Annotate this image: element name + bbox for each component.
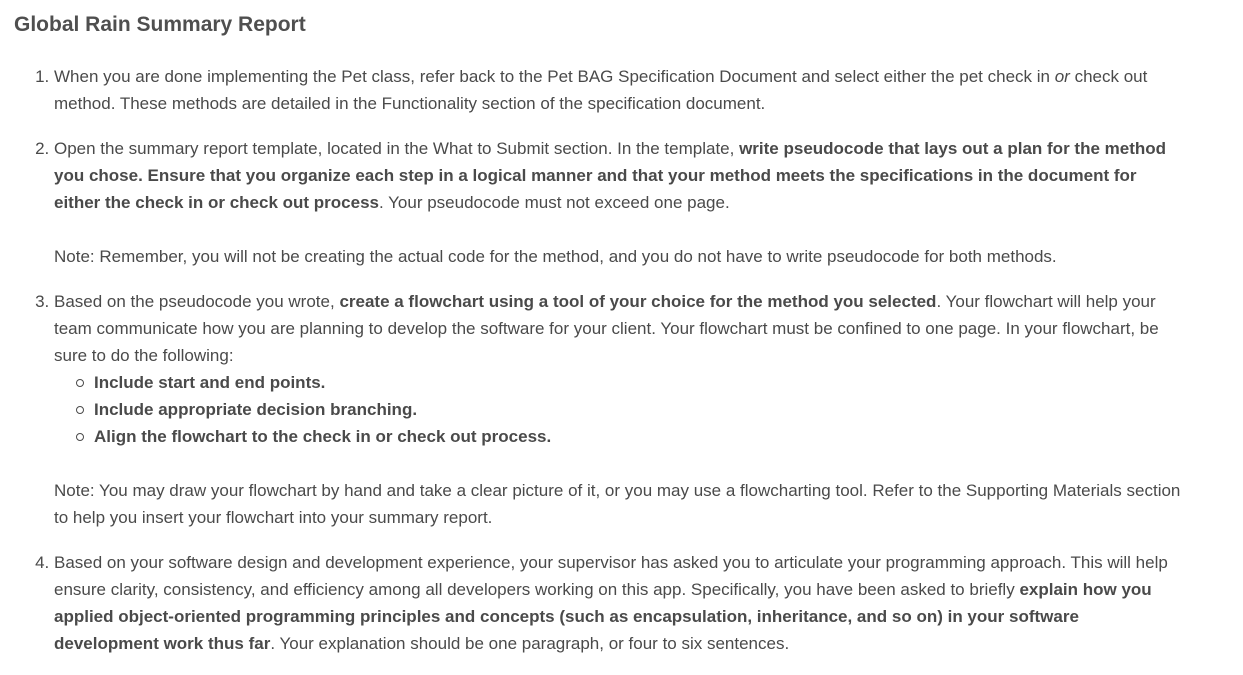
step-3-note: Note: You may draw your flowchart by hand and take a clear picture of it, or you may use a flowcharting tool. Refer to the Supporting Materials section to help you insert your flowchart into your summary report. [54,481,1181,527]
list-item-step-2 [54,135,1184,270]
step-3-bold-text: create a flowchart using a tool of your choice for the method you selected [339,292,937,311]
bullet-decision-branching: Include appropriate decision branching. [94,396,1184,423]
step-2-text-a: Open the summary report template, located in the What to Submit section. In the template, [54,139,740,158]
step-2-bold-text: write pseudocode that lays out a plan for the method you chose. Ensure that you organize each step in a logical manner and that your method meets the specifications in the document for either the check in or check out process [54,139,1167,212]
step-1-text-b: check out method. These methods are detailed in the Functionality section of the specification document. [54,67,1148,113]
list-item-step-1 [54,63,1184,117]
step-2-text-b: . Your pseudocode must not exceed one page. [379,193,730,212]
list-item-step-3 [54,288,1184,531]
bullet-align-flowchart: Align the flowchart to the check in or check out process. [94,423,1184,450]
instruction-list [0,63,1184,675]
step-3-bullet-list [54,369,1184,450]
step-2-note: Note: Remember, you will not be creating the actual code for the method, and you do not have to write pseudocode for both methods. [54,247,1057,266]
step-1-text-a: When you are done implementing the Pet class, refer back to the Pet BAG Specification Document and select either the pet check in [54,67,1055,86]
bullet-start-end-points: Include start and end points. [94,369,1184,396]
page-title: Global Rain Summary Report [14,13,306,36]
step-4-bold-text: explain how you applied object-oriented programming principles and concepts (such as encapsulation, inheritance, and so on) in your software development work thus far [54,580,1152,653]
list-item-step-4 [54,549,1184,657]
step-4-text-b: . Your explanation should be one paragraph, or four to six sentences. [270,634,790,653]
step-3-text-b: . Your flowchart will help your team communicate how you are planning to develop the software for your client. Your flowchart must be confined to one page. In your flowchart, be sure to do the following: [54,292,1159,365]
step-4-text-a: Based on your software design and development experience, your supervisor has asked you to articulate your programming approach. This will help ensure clarity, consistency, and efficiency among all developers working on this app. Specifically, you have been asked to briefly [54,553,1168,599]
step-1-italic-or: or [1054,67,1070,86]
step-3-text-a: Based on the pseudocode you wrote, [54,292,340,311]
